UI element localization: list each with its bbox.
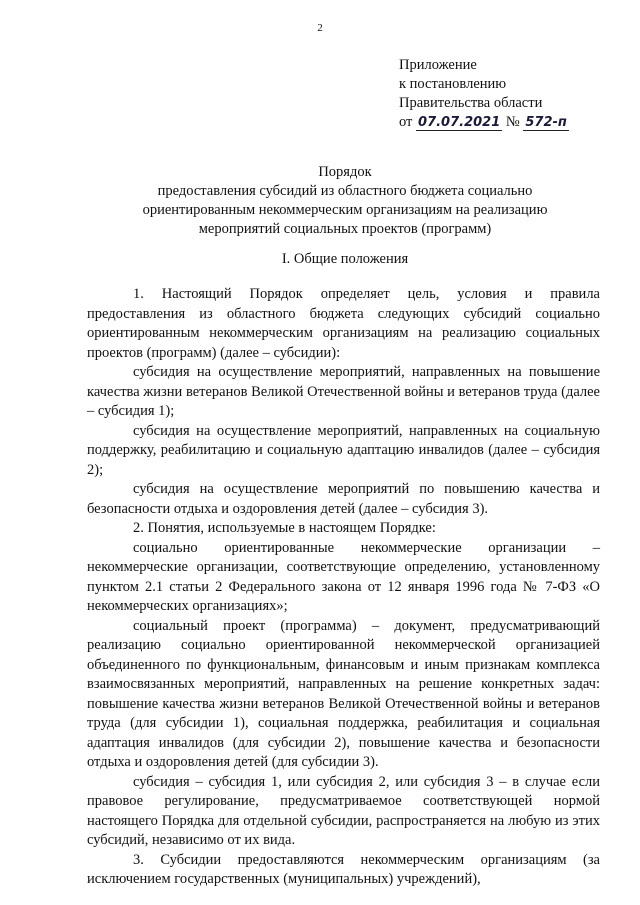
paragraph: субсидия на осуществление мероприятий, направленных на социальную поддержку, реабилитацию и социальную адаптацию инвалидов (далее – субсидия 2); (87, 422, 600, 478)
document-title (80, 163, 610, 239)
paragraph: 1. Настоящий Порядок определяет цель, условия и правила предоставления из областного бюджета следующих субсидий социально ориентированным некоммерческим организациям на реализацию социальных проектов (программ) (далее – субсидии): (87, 286, 600, 361)
document-body (87, 285, 600, 890)
handwritten-number: 572-п (525, 115, 567, 130)
title-line: Порядок (318, 164, 372, 180)
paragraph: субсидия на осуществление мероприятий, направленных на повышение качества жизни ветеранов Великой Отечественной войны и ветеранов труда (далее – субсидия 1); (87, 364, 600, 419)
page-number: 2 (317, 22, 323, 34)
paragraph: социальный проект (программа) – документ, предусматривающий реализацию социально ориентированной некоммерческой организацией объединенного по функциональным, финансовым и иным признакам комплекса взаимосвязанных мероприятий, направленных на решение конкретных задач: повышение качества жизни ветеранов Великой Отечественной войны и ветеранов труда (для субсидии 1), социальная поддержка, реабилитация и социальная адаптация инвалидов (для субсидии 2), повышение качества и безопасности отдыха и оздоровления детей (для субсидии 3). (87, 617, 600, 770)
number-sign: № (505, 114, 520, 130)
paragraph: социально ориентированные некоммерческие организации – некоммерческие организации, соответствующие определению, установленному пунктом 2.1 статьи 2 Федерального закона от 12 января 1996 года № 7-ФЗ «О некоммерческих организациях»; (87, 539, 600, 614)
appendix-line: Приложение (399, 57, 477, 73)
title-line: ориентированным некоммерческим организациям на реализацию (142, 202, 548, 218)
title-line: предоставления субсидий из областного бюджета социально (157, 183, 533, 199)
title-line: мероприятий социальных проектов (программ) (198, 221, 492, 237)
appendix-line: Правительства области (399, 95, 543, 111)
paragraph: 2. Понятия, используемые в настоящем Порядке: (133, 520, 436, 536)
appendix-block (399, 56, 569, 132)
date-prefix: от (399, 114, 413, 130)
paragraph: субсидия на осуществление мероприятий по повышению качества и безопасности отдыха и оздоровления детей (далее – субсидия 3). (87, 481, 600, 517)
paragraph: 3. Субсидии предоставляются некоммерческим организациям (за исключением государственных (муниципальных) учреждений), (87, 851, 600, 887)
handwritten-date: 07.07.2021 (418, 115, 501, 130)
appendix-line: к постановлению (399, 76, 507, 92)
appendix-date-line (399, 113, 569, 132)
paragraph: субсидия – субсидия 1, или субсидия 2, или субсидия 3 – в случае если правовое регулирование, предусматриваемое соответствующей нормой настоящего Порядка для отдельной субсидии, распространяется на любую из этих субсидий, независимо от их вида. (87, 773, 600, 848)
section-heading: I. Общие положения (281, 251, 409, 267)
